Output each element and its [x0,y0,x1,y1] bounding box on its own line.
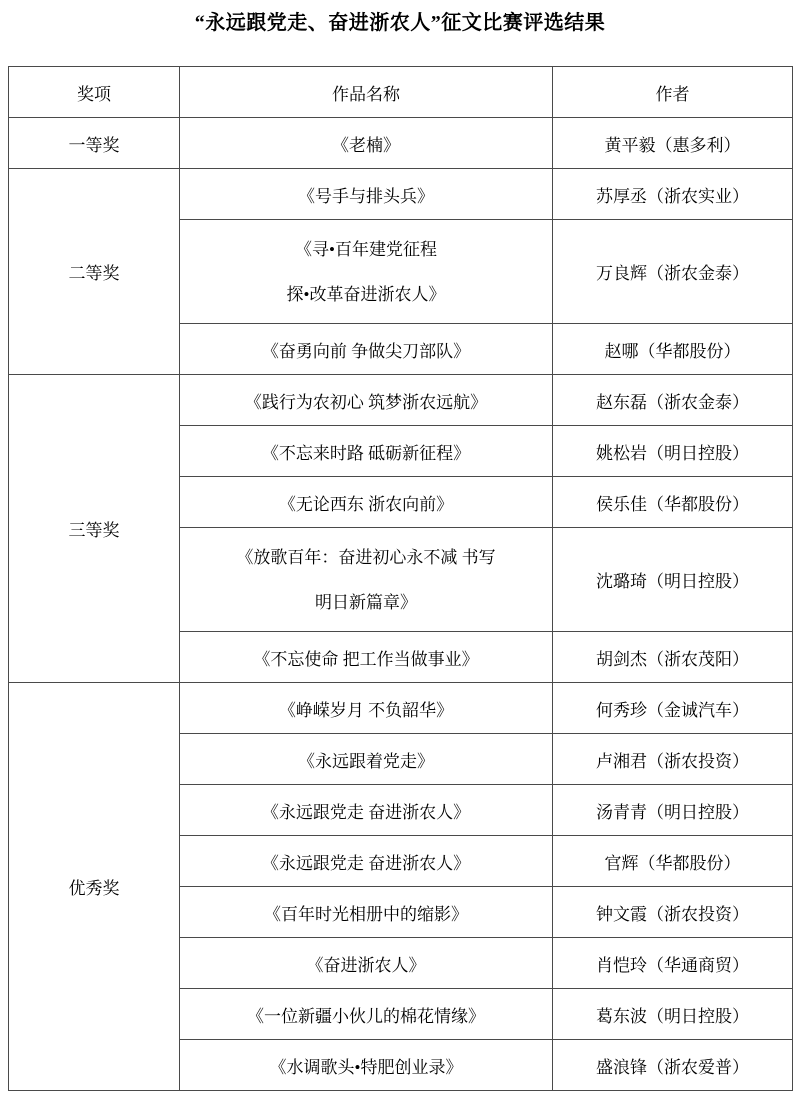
table-row [9,683,793,734]
work-cell: 《不忘使命 把工作当做事业》 [180,632,553,683]
author-cell: 何秀珍（金诚汽车） [553,683,793,734]
work-cell: 《老楠》 [180,118,553,169]
results-table [8,66,793,1091]
work-cell: 《永远跟党走 奋进浙农人》 [180,836,553,887]
author-cell: 苏厚丞（浙农实业） [553,169,793,220]
author-cell: 姚松岩（明日控股） [553,426,793,477]
table-row [9,375,793,426]
work-cell: 《奋勇向前 争做尖刀部队》 [180,324,553,375]
author-cell: 肖恺玲（华通商贸） [553,938,793,989]
work-cell: 《不忘来时路 砥砺新征程》 [180,426,553,477]
author-cell: 赵哪（华都股份） [553,324,793,375]
award-cell: 优秀奖 [9,683,180,1091]
author-cell: 侯乐佳（华都股份） [553,477,793,528]
work-cell: 《奋进浙农人》 [180,938,553,989]
work-cell: 《无论西东 浙农向前》 [180,477,553,528]
work-line: 《寻•百年建党征程 [295,239,437,259]
author-cell: 官辉（华都股份） [553,836,793,887]
work-line: 明日新篇章》 [315,592,417,612]
work-cell: 《峥嵘岁月 不负韶华》 [180,683,553,734]
author-cell: 沈璐琦（明日控股） [553,528,793,632]
author-cell: 盛浪锋（浙农爱普） [553,1040,793,1091]
author-cell: 钟文霞（浙农投资） [553,887,793,938]
author-cell: 卢湘君（浙农投资） [553,734,793,785]
table-row [9,169,793,220]
work-cell: 《践行为农初心 筑梦浙农远航》 [180,375,553,426]
page-title: “永远跟党走、奋进浙农人”征文比赛评选结果 [194,12,606,34]
table-header-row [9,67,793,118]
award-cell: 二等奖 [9,169,180,375]
author-cell: 万良辉（浙农金泰） [553,220,793,324]
award-cell: 三等奖 [9,375,180,683]
work-cell [180,220,553,324]
author-cell: 黄平毅（惠多利） [553,118,793,169]
work-cell: 《永远跟党走 奋进浙农人》 [180,785,553,836]
work-cell: 《永远跟着党走》 [180,734,553,785]
work-line: 探•改革奋进浙农人》 [286,284,446,304]
header-author: 作者 [553,67,793,118]
header-work: 作品名称 [180,67,553,118]
work-cell: 《号手与排头兵》 [180,169,553,220]
award-cell: 一等奖 [9,118,180,169]
work-cell [180,528,553,632]
author-cell: 胡剑杰（浙农茂阳） [553,632,793,683]
work-cell: 《一位新疆小伙儿的棉花情缘》 [180,989,553,1040]
author-cell: 葛东波（明日控股） [553,989,793,1040]
work-cell: 《百年时光相册中的缩影》 [180,887,553,938]
work-cell: 《水调歌头•特肥创业录》 [180,1040,553,1091]
header-award: 奖项 [9,67,180,118]
work-line: 《放歌百年：奋进初心永不减 书写 [236,547,496,567]
table-row [9,118,793,169]
author-cell: 赵东磊（浙农金泰） [553,375,793,426]
author-cell: 汤青青（明日控股） [553,785,793,836]
